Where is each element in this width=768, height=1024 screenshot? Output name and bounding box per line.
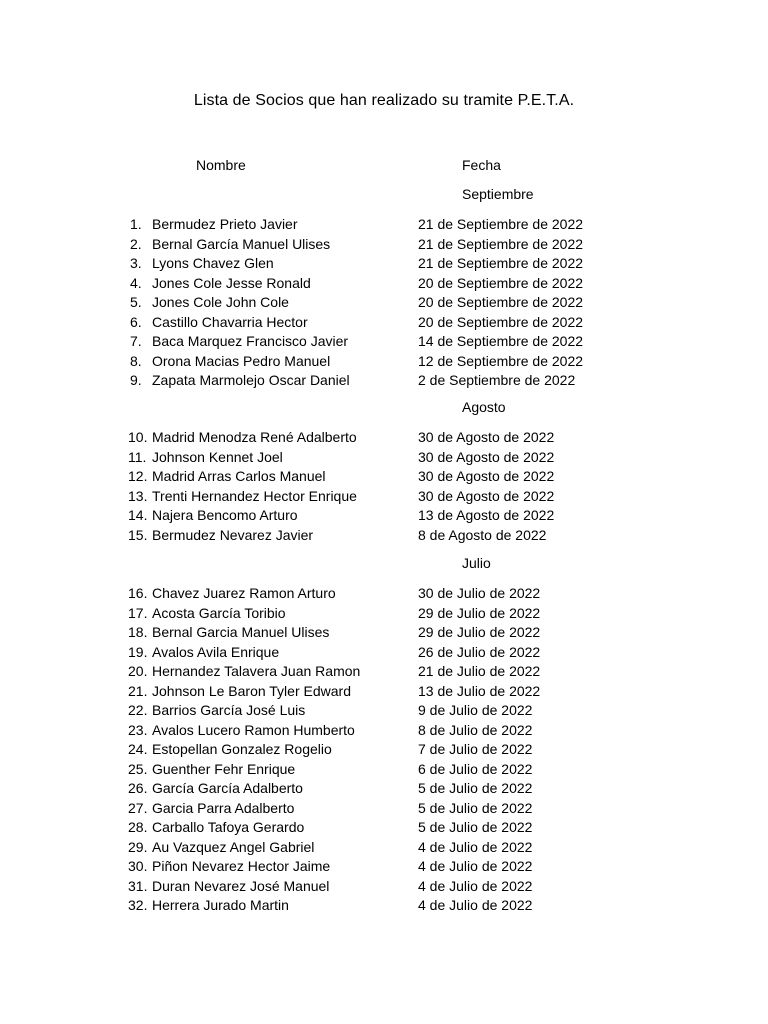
item-number: 10. xyxy=(128,429,148,445)
procedure-date: 30 de Julio de 2022 xyxy=(418,585,541,601)
item-number: 22. xyxy=(128,702,148,718)
item-number: 13. xyxy=(128,487,148,504)
month-heading: Agosto xyxy=(462,399,506,415)
member-name: Acosta García Toribio xyxy=(152,604,286,621)
member-name: Carballo Tafoya Gerardo xyxy=(152,819,305,835)
item-number: 29. xyxy=(128,838,148,855)
procedure-date: 6 de Julio de 2022 xyxy=(418,760,533,777)
item-number: 18. xyxy=(128,624,148,640)
member-name: Guenther Fehr Enrique xyxy=(152,760,296,777)
member-name: Lyons Chavez Glen xyxy=(152,255,274,271)
procedure-date: 29 de Julio de 2022 xyxy=(418,624,541,640)
member-name: Bernal García Manuel Ulises xyxy=(152,235,331,252)
member-name: Johnson Kennet Joel xyxy=(152,448,283,465)
procedure-date: 4 de Julio de 2022 xyxy=(418,858,533,874)
list-item xyxy=(0,585,768,605)
list-item xyxy=(0,275,768,295)
member-name: Castillo Chavarria Hector xyxy=(152,313,308,330)
member-name: Madrid Menodza René Adalberto xyxy=(152,429,357,445)
procedure-date: 13 de Agosto de 2022 xyxy=(418,507,555,523)
list-item xyxy=(0,314,768,334)
list-item xyxy=(0,644,768,664)
list-item xyxy=(0,429,768,449)
item-number: 5. xyxy=(130,294,142,310)
procedure-date: 12 de Septiembre de 2022 xyxy=(418,352,584,369)
list-item xyxy=(0,255,768,275)
procedure-date: 14 de Septiembre de 2022 xyxy=(418,333,584,349)
member-name: Hernandez Talavera Juan Ramon xyxy=(152,663,361,679)
list-item xyxy=(0,878,768,898)
item-number: 6. xyxy=(130,313,142,330)
item-number: 3. xyxy=(130,255,142,271)
member-name: Zapata Marmolejo Oscar Daniel xyxy=(152,372,350,388)
list-item xyxy=(0,624,768,644)
list-item xyxy=(0,839,768,859)
list-item xyxy=(0,722,768,742)
member-name: Madrid Arras Carlos Manuel xyxy=(152,468,326,484)
list-item xyxy=(0,800,768,820)
member-name: Avalos Avila Enrique xyxy=(152,643,280,660)
procedure-date: 30 de Agosto de 2022 xyxy=(418,468,555,484)
item-number: 16. xyxy=(128,585,148,601)
procedure-date: 9 de Julio de 2022 xyxy=(418,702,533,718)
item-number: 20. xyxy=(128,663,148,679)
procedure-date: 20 de Septiembre de 2022 xyxy=(418,313,584,330)
list-item xyxy=(0,819,768,839)
member-name: Piñon Nevarez Hector Jaime xyxy=(152,858,331,874)
item-number: 17. xyxy=(128,604,148,621)
item-number: 19. xyxy=(128,643,148,660)
procedure-date: 30 de Agosto de 2022 xyxy=(418,487,555,504)
column-header-date: Fecha xyxy=(462,157,501,173)
procedure-date: 4 de Julio de 2022 xyxy=(418,838,533,855)
procedure-date: 29 de Julio de 2022 xyxy=(418,604,541,621)
list-item xyxy=(0,353,768,373)
member-name: Trenti Hernandez Hector Enrique xyxy=(152,487,357,504)
member-name: Jones Cole Jesse Ronald xyxy=(152,274,311,291)
list-item xyxy=(0,236,768,256)
member-name: Herrera Jurado Martin xyxy=(152,897,289,913)
list-item xyxy=(0,507,768,527)
member-name: Avalos Lucero Ramon Humberto xyxy=(152,721,355,738)
item-number: 31. xyxy=(128,877,148,894)
column-header-name: Nombre xyxy=(196,157,246,173)
member-name: Bermudez Prieto Javier xyxy=(152,216,298,232)
member-name: Barrios García José Luis xyxy=(152,702,306,718)
item-number: 2. xyxy=(130,235,142,252)
member-name: Bernal Garcia Manuel Ulises xyxy=(152,624,330,640)
list-item xyxy=(0,216,768,236)
item-number: 30. xyxy=(128,858,148,874)
item-number: 4. xyxy=(130,274,142,291)
procedure-date: 5 de Julio de 2022 xyxy=(418,819,533,835)
member-name: Orona Macias Pedro Manuel xyxy=(152,352,331,369)
procedure-date: 8 de Agosto de 2022 xyxy=(418,526,547,543)
item-number: 7. xyxy=(130,333,142,349)
procedure-date: 26 de Julio de 2022 xyxy=(418,643,541,660)
item-number: 28. xyxy=(128,819,148,835)
item-number: 1. xyxy=(130,216,142,232)
list-item xyxy=(0,333,768,353)
procedure-date: 30 de Agosto de 2022 xyxy=(418,448,555,465)
item-number: 15. xyxy=(128,526,148,543)
procedure-date: 21 de Septiembre de 2022 xyxy=(418,235,584,252)
member-name: Baca Marquez Francisco Javier xyxy=(152,333,349,349)
month-heading: Septiembre xyxy=(462,186,534,202)
list-item xyxy=(0,780,768,800)
member-name: Jones Cole John Cole xyxy=(152,294,289,310)
list-item xyxy=(0,449,768,469)
procedure-date: 5 de Julio de 2022 xyxy=(418,799,533,816)
list-item xyxy=(0,663,768,683)
member-name: Duran Nevarez José Manuel xyxy=(152,877,330,894)
procedure-date: 21 de Septiembre de 2022 xyxy=(418,216,584,232)
item-number: 23. xyxy=(128,721,148,738)
member-name: García García Adalberto xyxy=(152,780,303,796)
list-item xyxy=(0,741,768,761)
list-item xyxy=(0,488,768,508)
list-item xyxy=(0,683,768,703)
procedure-date: 5 de Julio de 2022 xyxy=(418,780,533,796)
procedure-date: 21 de Septiembre de 2022 xyxy=(418,255,584,271)
item-number: 32. xyxy=(128,897,148,913)
list-item xyxy=(0,372,768,392)
item-number: 12. xyxy=(128,468,148,484)
list-item xyxy=(0,294,768,314)
list-item xyxy=(0,897,768,917)
member-name: Bermudez Nevarez Javier xyxy=(152,526,314,543)
member-name: Au Vazquez Angel Gabriel xyxy=(152,838,315,855)
member-name: Najera Bencomo Arturo xyxy=(152,507,298,523)
list-item xyxy=(0,702,768,722)
list-item xyxy=(0,468,768,488)
item-number: 24. xyxy=(128,741,148,757)
list-item xyxy=(0,605,768,625)
item-number: 26. xyxy=(128,780,148,796)
procedure-date: 4 de Julio de 2022 xyxy=(418,877,533,894)
item-number: 9. xyxy=(130,372,142,388)
member-name: Garcia Parra Adalberto xyxy=(152,799,295,816)
item-number: 21. xyxy=(128,682,148,699)
procedure-date: 20 de Septiembre de 2022 xyxy=(418,274,584,291)
procedure-date: 20 de Septiembre de 2022 xyxy=(418,294,584,310)
item-number: 14. xyxy=(128,507,148,523)
member-name: Chavez Juarez Ramon Arturo xyxy=(152,585,336,601)
procedure-date: 7 de Julio de 2022 xyxy=(418,741,533,757)
item-number: 11. xyxy=(128,448,147,465)
item-number: 27. xyxy=(128,799,148,816)
item-number: 25. xyxy=(128,760,148,777)
list-item xyxy=(0,527,768,547)
member-name: Johnson Le Baron Tyler Edward xyxy=(152,682,351,699)
page-title: Lista de Socios que han realizado su tramite P.E.T.A. xyxy=(193,92,575,109)
list-item xyxy=(0,858,768,878)
member-name: Estopellan Gonzalez Rogelio xyxy=(152,741,332,757)
item-number: 8. xyxy=(130,352,142,369)
procedure-date: 8 de Julio de 2022 xyxy=(418,721,533,738)
month-heading: Julio xyxy=(462,555,491,571)
procedure-date: 30 de Agosto de 2022 xyxy=(418,429,555,445)
procedure-date: 13 de Julio de 2022 xyxy=(418,682,541,699)
procedure-date: 21 de Julio de 2022 xyxy=(418,663,541,679)
procedure-date: 4 de Julio de 2022 xyxy=(418,897,533,913)
list-item xyxy=(0,761,768,781)
procedure-date: 2 de Septiembre de 2022 xyxy=(418,372,576,388)
